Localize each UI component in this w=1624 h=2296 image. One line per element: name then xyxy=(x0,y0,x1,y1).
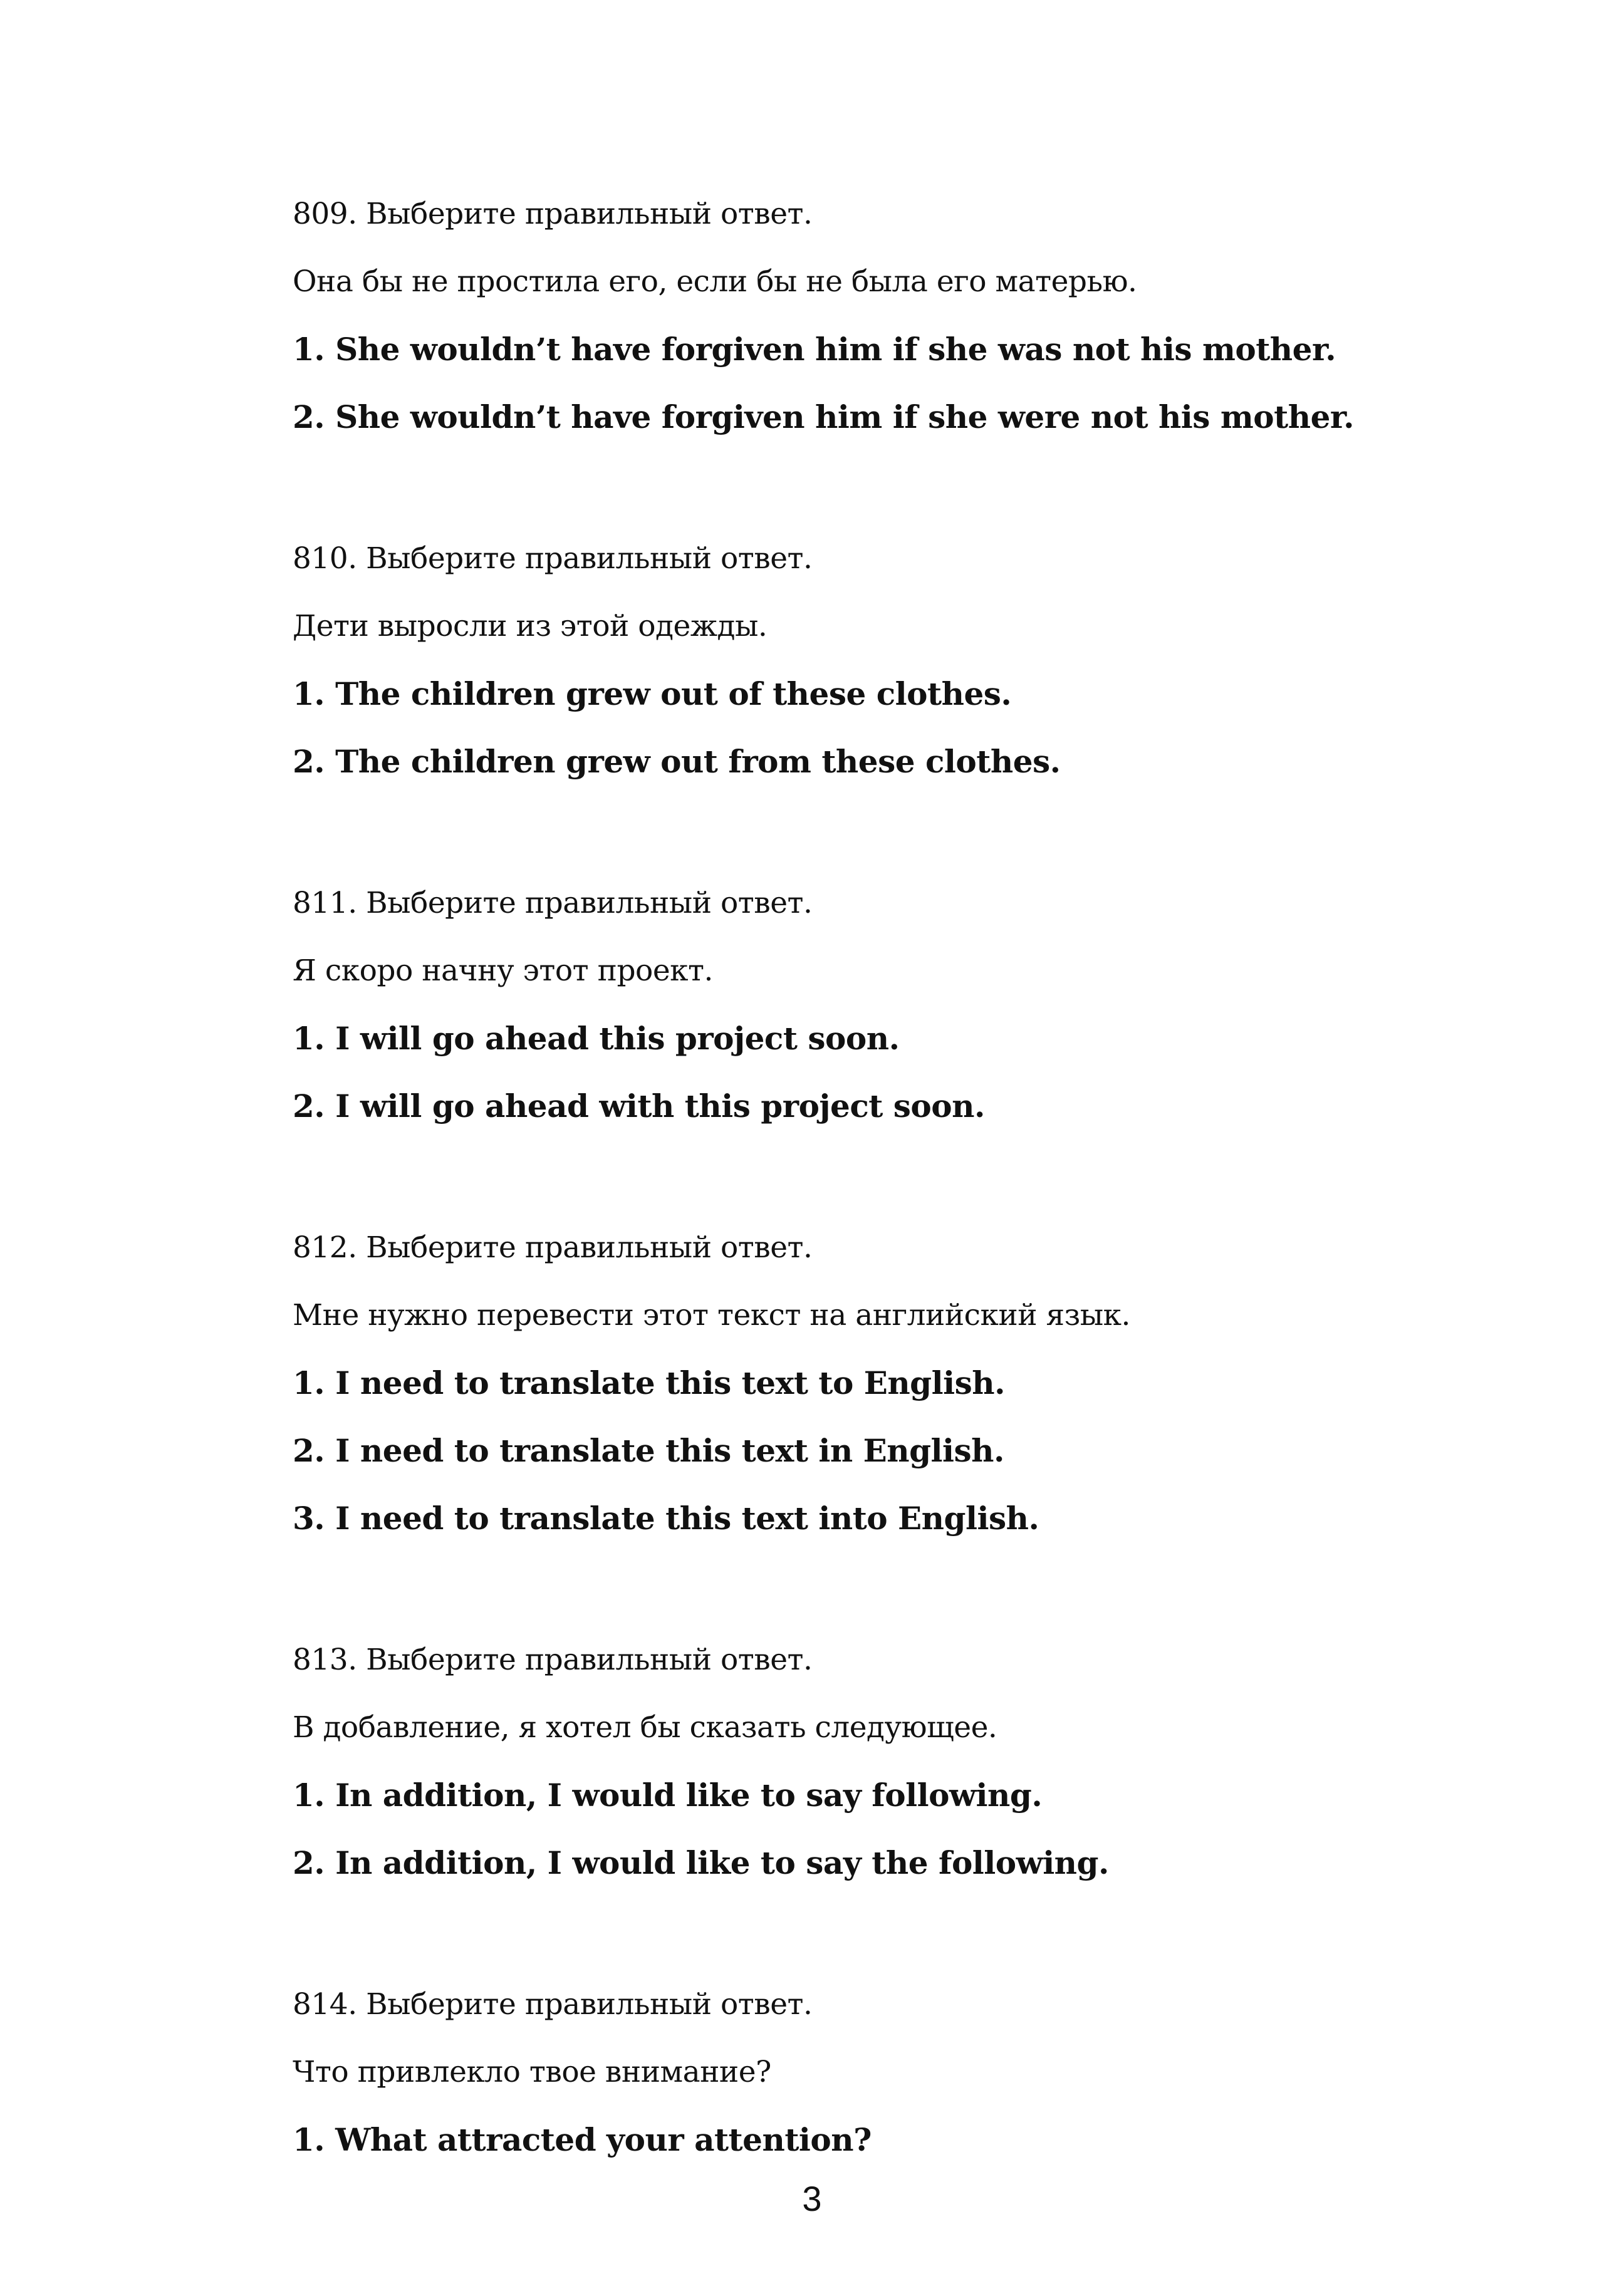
answer-option: 1. The children grew out of these clothes. xyxy=(293,675,1012,712)
question-prompt: 811. Выберите правильный ответ. xyxy=(293,886,813,920)
question-sentence: Что привлекло твое внимание? xyxy=(293,2055,771,2089)
answer-option: 1. What attracted your attention? xyxy=(293,2121,872,2158)
question-prompt: 813. Выберите правильный ответ. xyxy=(293,1643,813,1677)
question-sentence: Она бы не простила его, если бы не была его матерью. xyxy=(293,264,1137,299)
question-sentence: Я скоро начну этот проект. xyxy=(293,953,713,988)
question-813 xyxy=(293,1626,1420,1897)
question-814 xyxy=(293,1971,1420,2174)
document-page xyxy=(293,180,1420,2248)
question-prompt: 809. Выберите правильный ответ. xyxy=(293,197,813,231)
question-811 xyxy=(293,870,1420,1140)
question-809 xyxy=(293,180,1420,451)
question-sentence: В добавление, я хотел бы сказать следующее. xyxy=(293,1710,997,1745)
question-sentence: Мне нужно перевести этот текст на английский язык. xyxy=(293,1298,1130,1332)
answer-option: 2. She wouldn’t have forgiven him if she were not his mother. xyxy=(293,398,1355,435)
answer-option: 2. I need to translate this text in English. xyxy=(293,1432,1004,1469)
answer-option: 1. In addition, I would like to say following. xyxy=(293,1777,1043,1814)
question-prompt: 810. Выберите правильный ответ. xyxy=(293,541,813,576)
answer-option: 1. I will go ahead this project soon. xyxy=(293,1020,900,1057)
answer-option: 3. I need to translate this text into English. xyxy=(293,1500,1039,1537)
page-number: 3 xyxy=(802,2179,822,2218)
question-812 xyxy=(293,1214,1420,1552)
answer-option: 1. I need to translate this text to English. xyxy=(293,1364,1006,1401)
question-prompt: 812. Выберите правильный ответ. xyxy=(293,1230,813,1265)
answer-option: 2. In addition, I would like to say the following. xyxy=(293,1844,1109,1881)
question-810 xyxy=(293,525,1420,796)
answer-option: 2. The children grew out from these clothes. xyxy=(293,743,1061,780)
answer-option: 2. I will go ahead with this project soon. xyxy=(293,1088,985,1125)
question-sentence: Дети выросли из этой одежды. xyxy=(293,609,768,643)
answer-option: 1. She wouldn’t have forgiven him if she was not his mother. xyxy=(293,331,1336,368)
question-prompt: 814. Выберите правильный ответ. xyxy=(293,1987,813,2022)
